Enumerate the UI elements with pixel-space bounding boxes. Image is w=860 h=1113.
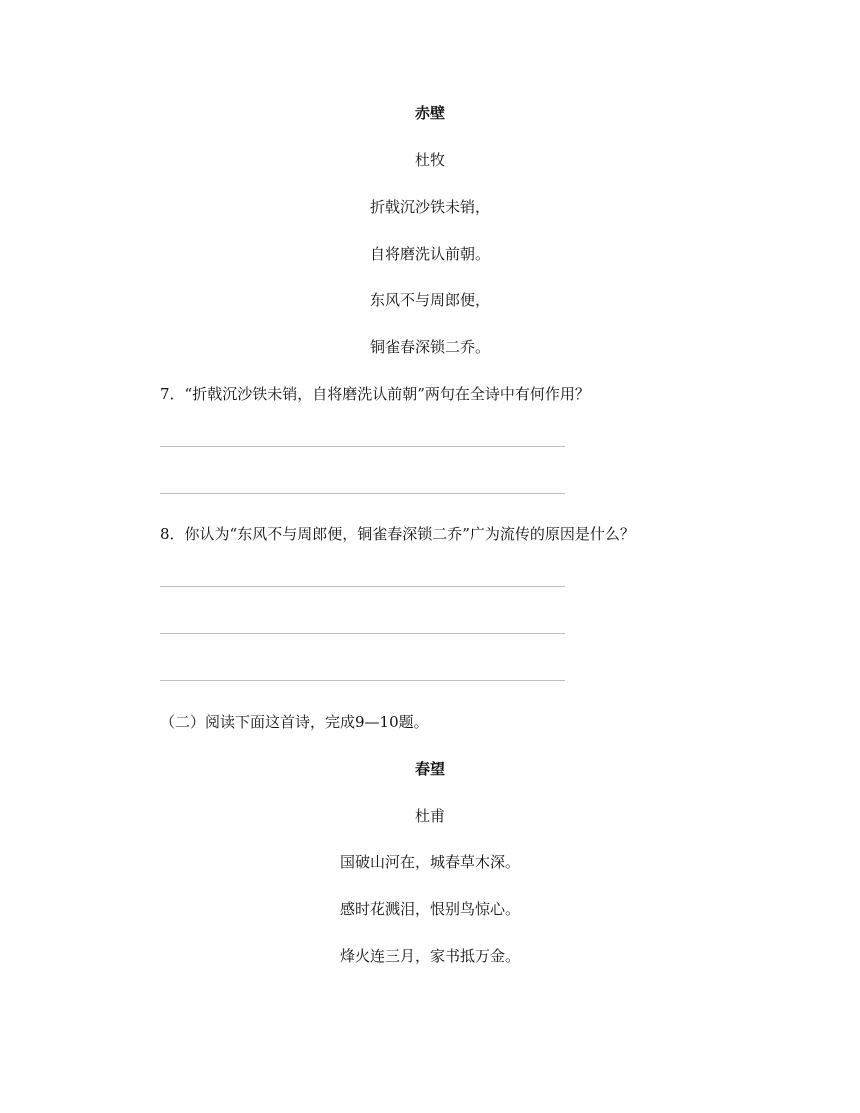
poem2-line: 国破山河在，城春草木深。 — [339, 853, 520, 871]
section2-instruction: （二）阅读下面这首诗，完成9—10题。 — [160, 713, 429, 731]
poem1-line: 铜雀春深锁二乔。 — [369, 338, 490, 356]
answer-line[interactable] — [160, 633, 565, 634]
poem2-line: 烽火连三月，家书抵万金。 — [339, 947, 520, 965]
poem2-author: 杜甫 — [414, 807, 445, 825]
question-8: 8．你认为“东风不与周郎便，铜雀春深锁二乔”广为流传的原因是什么？ — [160, 525, 635, 543]
answer-line[interactable] — [160, 586, 565, 587]
answer-line[interactable] — [160, 680, 565, 681]
poem1-author: 杜牧 — [414, 151, 445, 169]
question-7: 7．“折戟沉沙铁未销，自将磨洗认前朝”两句在全诗中有何作用？ — [160, 385, 590, 403]
poem1-line: 自将磨洗认前朝。 — [369, 245, 490, 263]
answer-line[interactable] — [160, 446, 565, 447]
poem2-title: 春望 — [414, 760, 445, 778]
poem1-line: 东风不与周郎便， — [369, 291, 490, 309]
poem1-title: 赤壁 — [414, 104, 445, 122]
poem2-line: 感时花溅泪，恨别鸟惊心。 — [339, 900, 520, 918]
poem1-line: 折戟沉沙铁未销， — [369, 198, 490, 216]
answer-line[interactable] — [160, 493, 565, 494]
